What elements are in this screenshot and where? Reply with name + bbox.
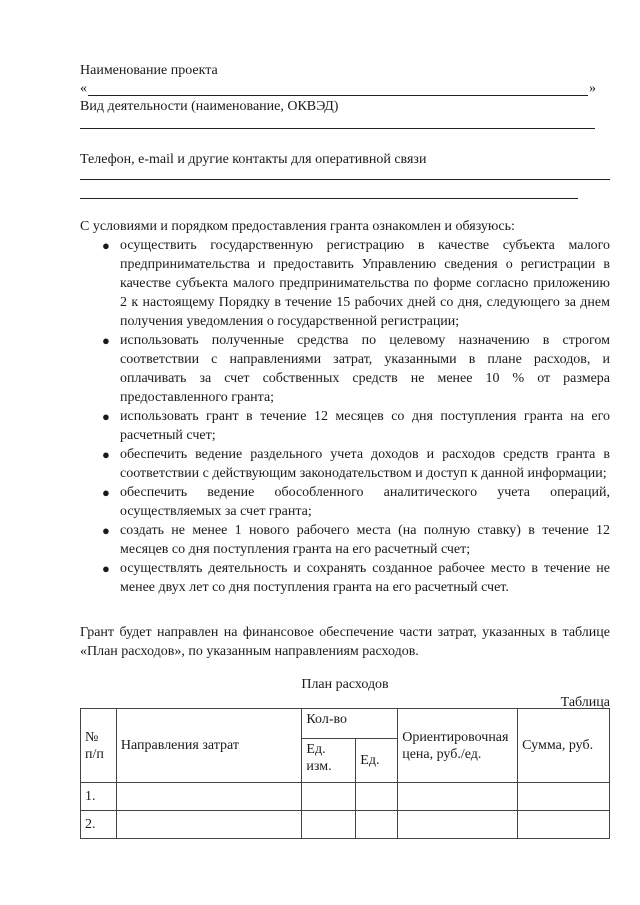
conditions-intro: С условиями и порядком предоставления гранта ознакомлен и обязуюсь: [80,219,515,234]
cell[interactable] [356,811,398,839]
header-price: Ориентировочная цена, руб./ед. [398,709,518,783]
bullet-icon: ● [102,238,110,253]
contacts-line-2 [80,198,578,199]
bullet-icon: ● [102,447,110,462]
quote-open: « [80,81,87,96]
header-direction: Направления затрат [116,709,301,783]
header-sum: Сумма, руб. [518,709,610,783]
table-row [81,811,610,839]
cell[interactable] [398,811,518,839]
cell[interactable] [302,783,356,811]
cell[interactable] [518,811,610,839]
cell[interactable] [302,811,356,839]
contacts-label: Телефон, e-mail и другие контакты для оперативной связи [80,152,427,167]
table-row [81,783,610,811]
project-name-label: Наименование проекта [80,63,218,78]
row-num: 2. [81,811,117,839]
condition-item: ● создать не менее 1 нового рабочего места (на полную ставку) в течение 12 месяцев со дня поступления гранта на его расчетный счет; [102,523,610,557]
cell[interactable] [356,783,398,811]
table-label: Таблица [560,695,610,710]
bullet-icon: ● [102,561,110,576]
header-qty: Кол-во [302,709,398,739]
cell[interactable] [398,783,518,811]
cell[interactable] [518,783,610,811]
condition-item: ● осуществить государственную регистрацию в качестве субъекта малого предпринимательства и предоставить Управлению сведения о регистрации в качестве субъекта малого предпринимательства по форме согласно приложению 2 к настоящему Порядку в течение 15 рабочих дней со дня, следующего за днем получения уведомления о государственной регистрации; [102,238,610,329]
condition-item: ● обеспечить ведение обособленного аналитического учета операций, осуществляемых за счет гранта; [102,485,610,519]
contacts-line-1 [80,179,610,180]
plan-table [80,708,610,839]
bullet-icon: ● [102,333,110,348]
activity-line [80,128,595,129]
condition-item: ● обеспечить ведение раздельного учета доходов и расходов средств гранта в соответствии с действующим законодательством и доступ к данной информации; [102,447,610,481]
cell[interactable] [116,811,301,839]
quote-close: » [589,81,596,96]
condition-item: ● осуществлять деятельность и сохранять созданное рабочее место в течение не менее двух лет со дня поступления гранта на его расчетный счет. [102,561,610,595]
row-num: 1. [81,783,117,811]
cell[interactable] [116,783,301,811]
project-name-line [88,95,588,96]
grant-text: Грант будет направлен на финансовое обеспечение части затрат, указанных в таблице «План расходов», по указанным направлениям расходов. [80,625,610,659]
header-num: № п/п [81,709,117,783]
conditions-list [80,236,610,597]
bullet-icon: ● [102,485,110,500]
bullet-icon: ● [102,523,110,538]
activity-label: Вид деятельности (наименование, ОКВЭД) [80,99,339,114]
header-units: Ед. [356,739,398,783]
bullet-icon: ● [102,409,110,424]
header-unit: Ед. изм. [302,739,356,783]
condition-item: ● использовать грант в течение 12 месяцев со дня поступления гранта на его расчетный счет; [102,409,610,443]
condition-item: ● использовать полученные средства по целевому назначению в строгом соответствии с направлениями затрат, указанными в плане расходов, и оплачивать за счет собственных средств не менее 10 % от размера предоставленного гранта; [102,333,610,405]
plan-title: План расходов [301,677,389,692]
